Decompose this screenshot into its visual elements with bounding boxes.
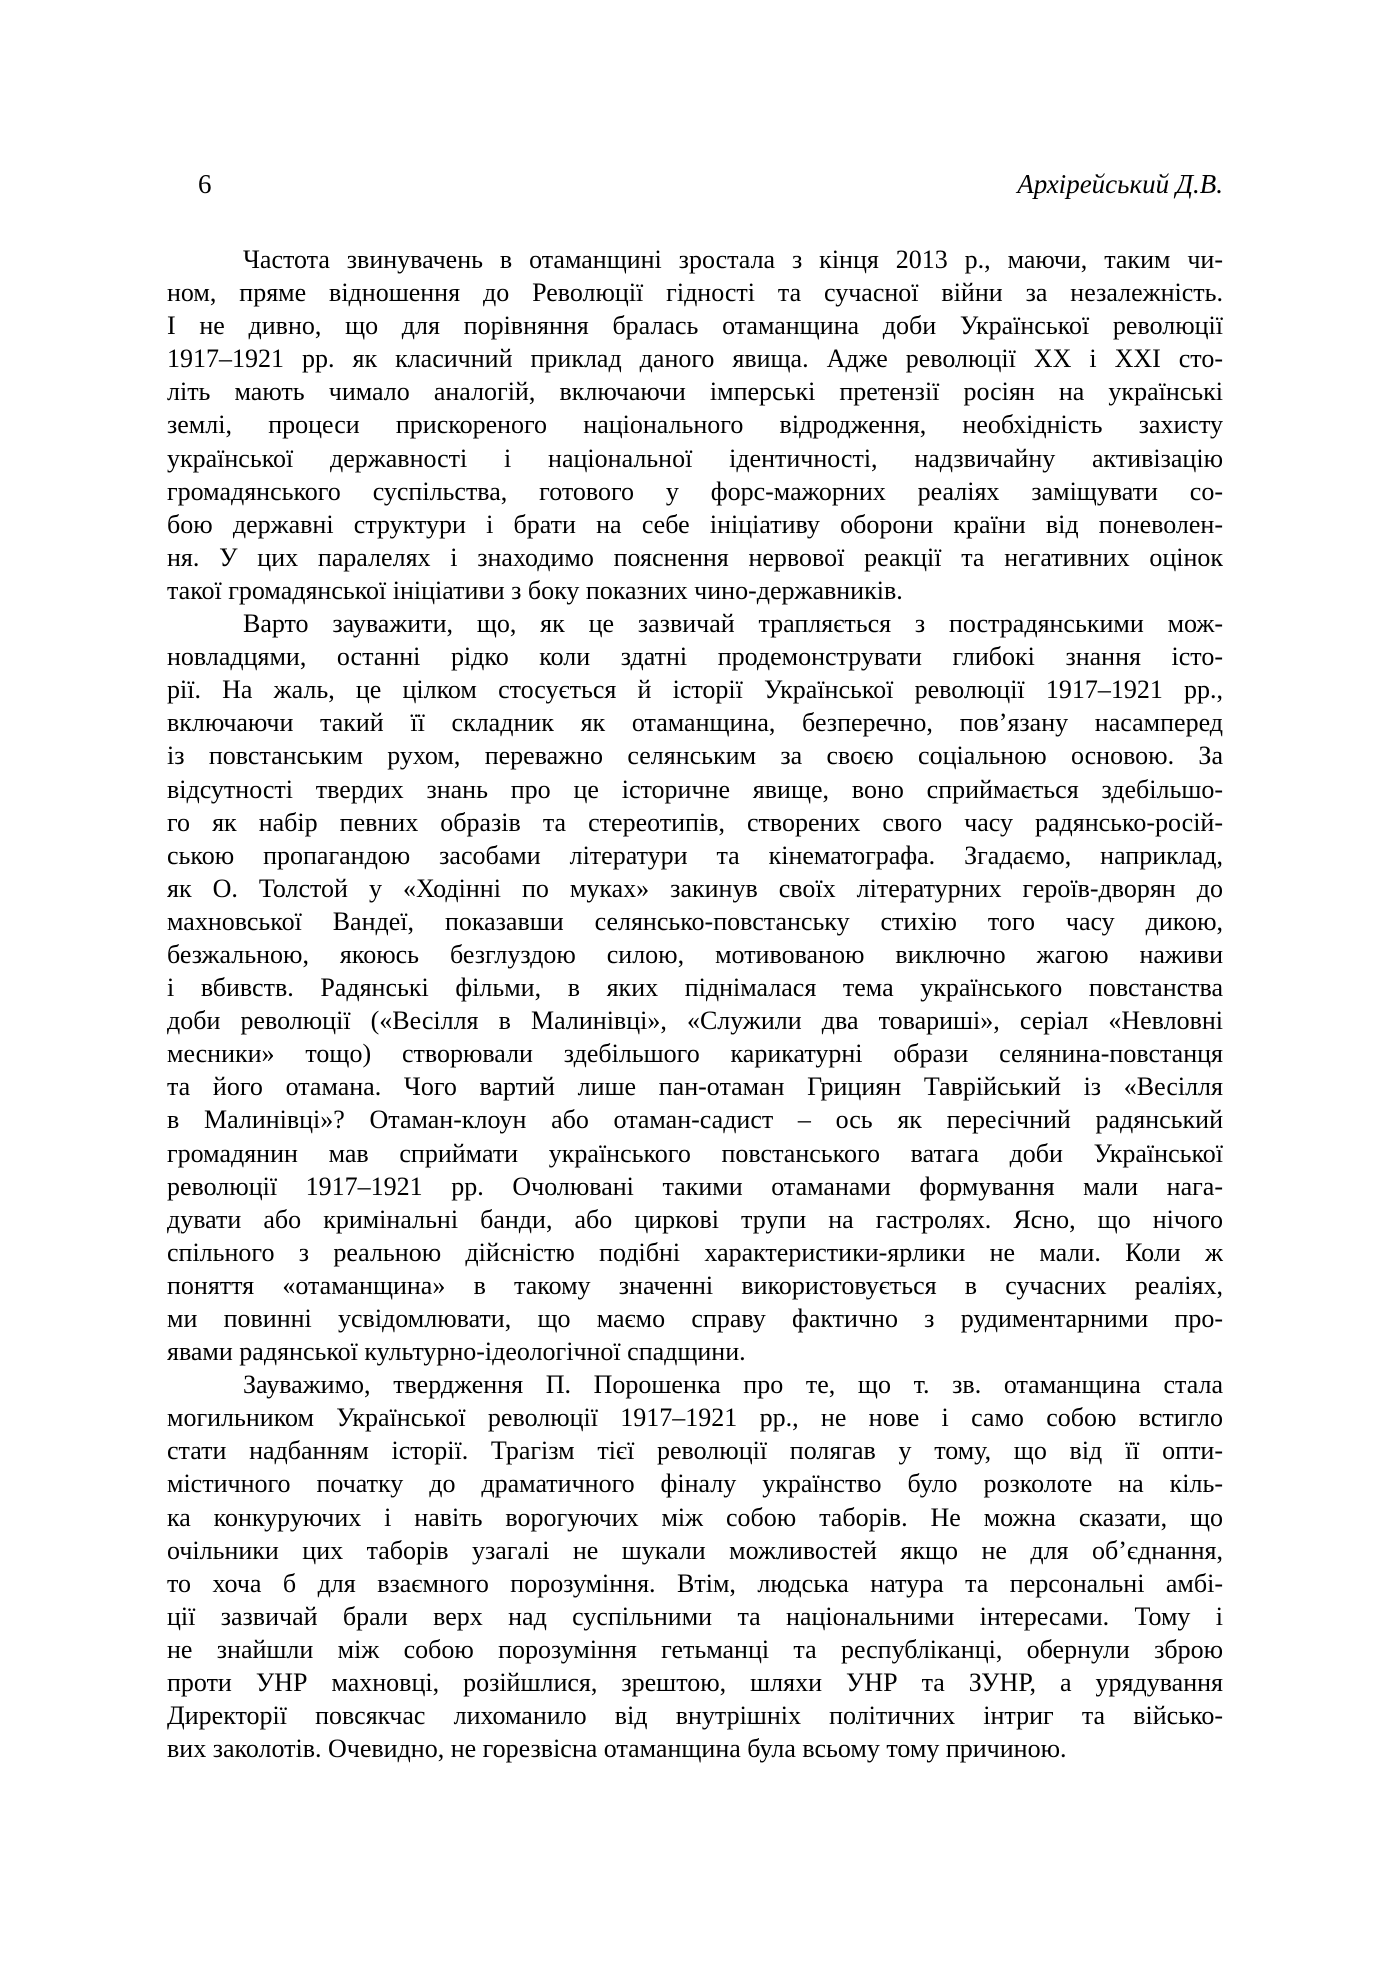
text-line: го як набір певних образів та стереотипів, створених свого часу радянсько-росій- (167, 807, 1223, 837)
page-number: 6 (198, 169, 212, 199)
text-line: могильником Української революції 1917–1921 рр., не нове і само собою встигло (167, 1403, 1223, 1433)
text-line: поняття «отаманщина» в такому значенні використовується в сучасних реаліях, (167, 1270, 1223, 1300)
text-line: відсутності твердих знань про це історичне явище, воно сприймається здебільшо- (167, 774, 1223, 804)
text-line: такої громадянської ініціативи з боку показних чино-державників. (167, 575, 903, 605)
text-line: спільного з реальною дійсністю подібні характеристики-ярлики не мали. Коли ж (167, 1237, 1223, 1267)
text-line: безжальною, якоюсь безглуздою силою, мотивованою виключно жагою наживи (167, 939, 1223, 969)
text-line: включаючи такий її складник як отаманщина, безперечно, пов’язану насамперед (167, 708, 1223, 738)
text-line: Директорії повсякчас лихоманило від внутрішніх політичних інтриг та військо- (167, 1701, 1223, 1731)
text-line: із повстанським рухом, переважно селянським за своєю соціальною основою. За (167, 741, 1223, 771)
text-line: Частота звинувачень в отаманщині зростала з кінця 2013 р., маючи, таким чи- (243, 245, 1223, 274)
text-line: проти УНР махновці, розійшлися, зрештою, шляхи УНР та ЗУНР, а урядування (167, 1668, 1223, 1698)
text-line: явами радянської культурно-ідеологічної спадщини. (167, 1337, 746, 1367)
text-line: революції 1917–1921 рр. Очолювані такими отаманами формування мали нага- (167, 1171, 1223, 1201)
text-line: в Малинівці»? Отаман-клоун або отаман-садист – ось як пересічний радянський (167, 1105, 1223, 1135)
text-line: дувати або кримінальні банди, або циркові трупи на гастролях. Ясно, що нічого (167, 1204, 1223, 1234)
text-line: вих заколотів. Очевидно, не горезвісна отаманщина була всьому тому причиною. (167, 1734, 1067, 1764)
text-line: новладцями, останні рідко коли здатні продемонструвати глибокі знання істо- (167, 642, 1223, 672)
text-line: ном, пряме відношення до Революції гідності та сучасної війни за незалежність. (167, 278, 1223, 308)
text-line: месники» тощо) створювали здебільшого карикатурні образи селянина-повстанця (167, 1039, 1223, 1069)
text-line: Варто зауважити, що, як це зазвичай трапляється з пострадянськими мож- (243, 609, 1223, 639)
running-head-author: Архірейський Д.В. (1017, 169, 1223, 199)
text-line: рії. На жаль, це цілком стосується й історії Української революції 1917–1921 рр., (167, 675, 1223, 705)
text-line: бою державні структури і брати на себе ініціативу оборони країни від поневолен- (167, 509, 1223, 539)
text-line: ка конкуруючих і навіть ворогуючих між собою таборів. Не можна сказати, що (167, 1502, 1223, 1532)
article-body (167, 243, 1223, 1765)
text-line: Зауважимо, твердження П. Порошенка про те, що т. зв. отаманщина стала (243, 1370, 1223, 1400)
text-line: громадянського суспільства, готового у форс-мажорних реаліях заміщувати со- (167, 476, 1223, 506)
text-line: ми повинні усвідомлювати, що маємо справу фактично з рудиментарними про- (167, 1304, 1223, 1333)
text-line: то хоча б для взаємного порозуміння. Втім, людська натура та персональні амбі- (167, 1568, 1223, 1598)
text-line: доби революції («Весілля в Малинівці», «Служили два товариші», серіал «Невловні (167, 1006, 1223, 1036)
text-line: ції зазвичай брали верх над суспільними та національними інтересами. Тому і (167, 1601, 1223, 1631)
text-line: і вбивств. Радянські фільми, в яких піднімалася тема українського повстанства (167, 973, 1223, 1003)
text-line: містичного початку до драматичного фіналу українство було розколоте на кіль- (167, 1469, 1223, 1499)
text-line: як О. Толстой у «Ходінні по муках» закинув своїх літературних героїв-дворян до (167, 873, 1223, 903)
text-line: ня. У цих паралелях і знаходимо пояснення нервової реакції та негативних оцінок (167, 542, 1223, 572)
text-line: очільники цих таборів узагалі не шукали можливостей якщо не для об’єднання, (167, 1535, 1223, 1565)
text-line: ською пропагандою засобами літератури та кінематографа. Згадаємо, наприклад, (167, 840, 1223, 870)
text-line: землі, процеси прискореного національного відродження, необхідність захисту (167, 410, 1223, 440)
text-line: та його отамана. Чого вартий лише пан-отаман Грициян Таврійський із «Весілля (167, 1072, 1223, 1102)
page-header (167, 168, 1223, 201)
text-line: громадянин мав сприймати українського повстанського ватага доби Української (167, 1138, 1223, 1168)
text-line: І не дивно, що для порівняння бралась отаманщина доби Української революції (167, 311, 1223, 341)
text-line: 1917–1921 рр. як класичний приклад даного явища. Адже революції XX і XXI сто- (167, 344, 1223, 374)
text-line: літь мають чимало аналогій, включаючи імперські претензії росіян на українські (167, 377, 1223, 407)
text-line: української державності і національної ідентичності, надзвичайну активізацію (167, 443, 1223, 473)
text-line: махновської Вандеї, показавши селянсько-повстанську стихію того часу дикою, (167, 906, 1223, 936)
text-line: не знайшли між собою порозуміння гетьманці та республіканці, обернули зброю (167, 1634, 1223, 1664)
text-line: стати надбанням історії. Трагізм тієї революції полягав у тому, що від її опти- (167, 1436, 1223, 1466)
